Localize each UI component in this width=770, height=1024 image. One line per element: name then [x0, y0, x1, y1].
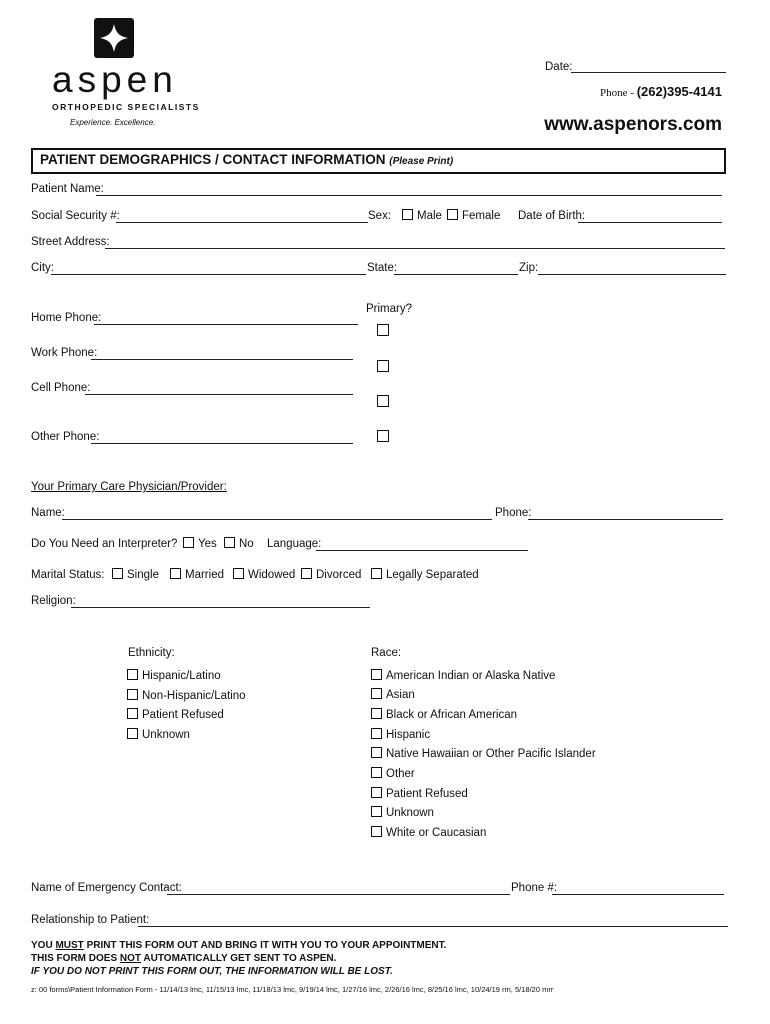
brand-tagline: Experience. Excellence.	[70, 118, 156, 127]
checkbox-icon[interactable]	[170, 568, 181, 579]
work-phone-label: Work Phone:	[31, 347, 98, 359]
footer-emphasis: MUST	[55, 940, 84, 951]
ssn-field[interactable]	[116, 210, 368, 223]
marital-option-single[interactable]	[112, 568, 159, 582]
checkbox-icon[interactable]	[402, 209, 413, 220]
checkbox-icon[interactable]	[183, 537, 194, 548]
work-phone-primary-checkbox[interactable]	[377, 360, 389, 372]
checkbox-icon[interactable]	[371, 728, 382, 739]
cell-phone-primary-checkbox[interactable]	[377, 395, 389, 407]
home-phone-field[interactable]	[94, 312, 358, 325]
option-label: Patient Refused	[142, 709, 224, 721]
race-option[interactable]	[371, 806, 434, 820]
checkbox-icon[interactable]	[371, 708, 382, 719]
option-label: Unknown	[386, 807, 434, 819]
relationship-label: Relationship to Patient:	[31, 914, 150, 926]
physician-heading: Your Primary Care Physician/Provider:	[31, 481, 227, 493]
option-label: Legally Separated	[386, 569, 479, 581]
checkbox-icon[interactable]	[127, 689, 138, 700]
physician-name-label: Name:	[31, 507, 65, 519]
option-label: White or Caucasian	[386, 827, 487, 839]
home-phone-label: Home Phone:	[31, 312, 102, 324]
option-label: American Indian or Alaska Native	[386, 670, 556, 682]
option-label: Hispanic	[386, 729, 431, 741]
checkbox-icon[interactable]	[371, 669, 382, 680]
checkbox-icon[interactable]	[127, 708, 138, 719]
marital-option-widowed[interactable]	[233, 568, 295, 582]
relationship-field[interactable]	[138, 914, 728, 927]
footer-line-2	[31, 953, 336, 964]
race-option[interactable]	[371, 708, 517, 722]
checkbox-icon[interactable]	[224, 537, 235, 548]
section-banner	[31, 148, 726, 174]
checkbox-icon[interactable]	[371, 747, 382, 758]
checkbox-icon[interactable]	[371, 826, 382, 837]
interpreter-yes-option[interactable]	[183, 537, 217, 551]
state-field[interactable]	[394, 262, 518, 275]
aspen-logo-icon	[94, 18, 134, 58]
phone-number: (262)395-4141	[636, 84, 722, 99]
date-label: Date:	[545, 61, 573, 73]
marital-option-married[interactable]	[170, 568, 224, 582]
marital-option-legally-separated[interactable]	[371, 568, 479, 582]
footer-text: AUTOMATICALLY GET SENT TO ASPEN.	[141, 953, 337, 964]
emergency-phone-field[interactable]	[552, 882, 724, 895]
race-option[interactable]	[371, 787, 468, 801]
sex-female-option[interactable]	[447, 209, 500, 223]
cell-phone-field[interactable]	[85, 382, 353, 395]
footer-text: THIS FORM DOES	[31, 953, 120, 964]
race-option[interactable]	[371, 688, 415, 702]
emergency-contact-label: Name of Emergency Contact:	[31, 882, 182, 894]
option-label: Native Hawaiian or Other Pacific Islander	[386, 748, 596, 760]
option-label: No	[239, 538, 254, 550]
option-label: Male	[417, 210, 442, 222]
race-label: Race:	[371, 647, 402, 659]
option-label: Hispanic/Latino	[142, 670, 221, 682]
patient-name-label: Patient Name:	[31, 183, 104, 195]
option-label: Patient Refused	[386, 788, 468, 800]
home-phone-primary-checkbox[interactable]	[377, 324, 389, 336]
option-label: Married	[185, 569, 224, 581]
checkbox-icon[interactable]	[301, 568, 312, 579]
language-field[interactable]	[316, 538, 528, 551]
checkbox-icon[interactable]	[127, 669, 138, 680]
sex-male-option[interactable]	[402, 209, 442, 223]
dob-field[interactable]	[578, 210, 722, 223]
checkbox-icon[interactable]	[112, 568, 123, 579]
footer-line-3: IF YOU DO NOT PRINT THIS FORM OUT, THE INFORMATION WILL BE LOST.	[31, 966, 393, 977]
checkbox-icon[interactable]	[371, 568, 382, 579]
option-label: Widowed	[248, 569, 296, 581]
checkbox-icon[interactable]	[127, 728, 138, 739]
footer-emphasis: NOT	[119, 953, 142, 964]
city-field[interactable]	[51, 262, 366, 275]
option-label: Other	[386, 768, 415, 780]
checkbox-icon[interactable]	[371, 767, 382, 778]
other-phone-field[interactable]	[91, 431, 353, 444]
brand-subtitle: ORTHOPEDIC SPECIALISTS	[52, 102, 200, 112]
interpreter-no-option[interactable]	[224, 537, 254, 551]
primary-label: Primary?	[366, 303, 413, 315]
option-label: Single	[127, 569, 159, 581]
other-phone-primary-checkbox[interactable]	[377, 430, 389, 442]
race-option[interactable]	[371, 747, 596, 761]
revision-note: z: 00 forms\Patient Information Form - 11/14/13 lmc, 11/15/13 lmc, 11/18/13 lmc, 9/19/14 lmc, 1/27/16 lmc, 2/26/16 lmc, 8/25/16 lmc, 10/24/19 rm, 5/18/20 mrr	[31, 985, 554, 994]
footer-text: PRINT THIS FORM OUT AND BRING IT WITH YOU TO YOUR APPOINTMENT.	[83, 940, 447, 951]
cell-phone-label: Cell Phone:	[31, 382, 91, 394]
interpreter-question: Do You Need an Interpreter?	[31, 538, 178, 550]
other-phone-label: Other Phone:	[31, 431, 100, 443]
option-label: Black or African American	[386, 709, 518, 721]
ethnicity-option[interactable]	[127, 728, 190, 742]
banner-note: (Please Print)	[389, 156, 454, 167]
physician-phone-field[interactable]	[528, 507, 723, 520]
banner-title-wrap	[40, 152, 453, 167]
banner-title: PATIENT DEMOGRAPHICS / CONTACT INFORMATION	[40, 152, 386, 167]
ethnicity-label: Ethnicity:	[128, 647, 175, 659]
race-option[interactable]	[371, 669, 555, 683]
religion-label: Religion:	[31, 595, 76, 607]
footer-text: YOU	[31, 940, 56, 951]
ethnicity-option[interactable]	[127, 708, 224, 722]
option-label: Non-Hispanic/Latino	[142, 690, 246, 702]
race-option[interactable]	[371, 767, 415, 781]
option-label: Yes	[198, 538, 217, 550]
ethnicity-option[interactable]	[127, 689, 246, 703]
emergency-contact-field[interactable]	[167, 882, 510, 895]
checkbox-icon[interactable]	[233, 568, 244, 579]
marital-status-label: Marital Status:	[31, 569, 105, 581]
state-label: State:	[367, 262, 398, 274]
option-label: Female	[462, 210, 501, 222]
religion-field[interactable]	[71, 595, 370, 608]
physician-name-field[interactable]	[62, 507, 492, 520]
race-option[interactable]	[371, 728, 430, 742]
website: www.aspenors.com	[544, 114, 722, 135]
checkbox-icon[interactable]	[447, 209, 458, 220]
phone-block	[600, 84, 722, 99]
physician-phone-label: Phone:	[495, 507, 532, 519]
work-phone-field[interactable]	[91, 347, 353, 360]
emergency-phone-label: Phone #:	[511, 882, 558, 894]
street-label: Street Address:	[31, 236, 110, 248]
date-field[interactable]	[571, 60, 726, 73]
street-field[interactable]	[105, 236, 725, 249]
marital-option-divorced[interactable]	[301, 568, 361, 582]
footer-line-1	[31, 940, 446, 951]
checkbox-icon[interactable]	[371, 806, 382, 817]
option-label: Asian	[386, 689, 415, 701]
option-label: Unknown	[142, 729, 190, 741]
language-label: Language:	[267, 538, 322, 550]
patient-name-field[interactable]	[96, 183, 722, 196]
ethnicity-option[interactable]	[127, 669, 221, 683]
checkbox-icon[interactable]	[371, 688, 382, 699]
ssn-label: Social Security #:	[31, 210, 120, 222]
sex-label: Sex:	[368, 210, 392, 222]
option-label: Divorced	[316, 569, 362, 581]
zip-label: Zip:	[519, 262, 539, 274]
checkbox-icon[interactable]	[371, 787, 382, 798]
race-option[interactable]	[371, 826, 486, 840]
city-label: City:	[31, 262, 54, 274]
dob-label: Date of Birth:	[518, 210, 586, 222]
zip-field[interactable]	[538, 262, 726, 275]
brand-name: aspen	[52, 59, 178, 100]
phone-label: Phone -	[600, 87, 634, 99]
